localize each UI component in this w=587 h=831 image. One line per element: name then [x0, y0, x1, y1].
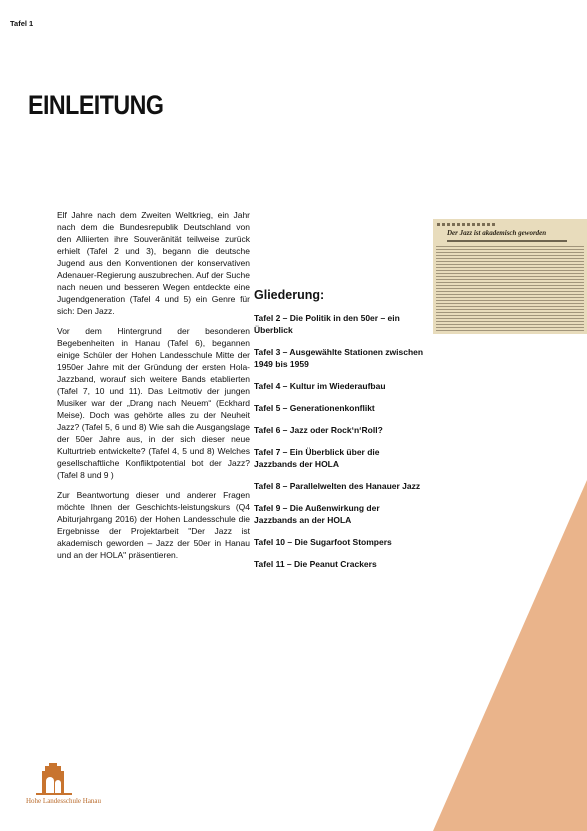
toc-item: Tafel 3 – Ausgewählte Stationen zwischen 1949 bis 1959: [254, 347, 424, 369]
page-title: EINLEITUNG: [28, 90, 164, 120]
toc-heading: Gliederung:: [254, 288, 325, 302]
toc-item: Tafel 10 – Die Sugarfoot Stompers: [254, 537, 392, 547]
table-of-contents: [254, 288, 424, 580]
intro-paragraph: Elf Jahre nach dem Zweiten Weltkrieg, ein Jahr nach dem die Bundesrepublik Deutschland von den Alliierten ihre Souveränität teilweise zurück erhielt (Tafel 2 und 3), begann die deutsche Jugend aus den Konventionen der konservativen Adenauer-Regierung auszubrechen. Auf der Suche nach neuen und besseren Wegen entdeckte eine Jugendgeneration (Tafel 4 und 5) ein Genre für sich: Den Jazz.: [57, 210, 250, 316]
toc-item: Tafel 11 – Die Peanut Crackers: [254, 559, 377, 569]
toc-item: Tafel 8 – Parallelwelten des Hanauer Jazz: [254, 481, 421, 491]
toc-item: Tafel 9 – Die Außenwirkung der Jazzbands an der HOLA: [254, 503, 380, 525]
toc-item: Tafel 6 – Jazz oder Rock‘n‘Roll?: [254, 425, 383, 435]
toc-item: Tafel 5 – Generationenkonflikt: [254, 403, 375, 413]
toc-item: Tafel 2 – Die Politik in den 50er – ein Überblick: [254, 313, 400, 335]
toc-item: Tafel 4 – Kultur im Wiederaufbau: [254, 381, 386, 391]
toc-item: Tafel 7 – Ein Überblick über die Jazzbands der HOLA: [254, 447, 380, 469]
tafel-label: Tafel 1: [10, 19, 34, 28]
intro-paragraph: Zur Beantwortung dieser und anderer Fragen möchte Ihnen der Geschichts-leistungskurs (Q4 Abiturjahrgang 2016) der Hohen Landesschule die Ergebnisse der Projektarbeit "Der Jazz ist akademisch geworden – Jazz der 50er in Hanau und an der HOLA" präsentieren.: [57, 490, 250, 560]
logo-text: Hohe Landesschule Hanau: [26, 797, 102, 805]
intro-paragraph: Vor dem Hintergrund der besonderen Begebenheiten in Hanau (Tafel 6), begannen einige Schüler der Hohen Landesschule Mitte der 1950er Jahre mit der Gründung der ersten Hola-Jazzband, worauf sich weitere Bands etablierten (Tafel 7, 10 und 11). Das Leitmotiv der jungen Musiker war der „Drang nach Neuem“ (Eckhard Meise). Doch was gehörte alles zu der Neuheit Jazz? (Tafel 5, 6 und 8) Wie sah die Ausgangslage der 50er Jahre aus, in der sich dieser neue Kulturtrieb entwickelte? (Tafel 4, 5 und 8) Welches gesellschaftliche Konfliktpotential bot der Jazz? (Tafel 8 und 9 ): [57, 326, 250, 480]
clipping-headline: Der Jazz ist akademisch geworden: [447, 229, 547, 237]
